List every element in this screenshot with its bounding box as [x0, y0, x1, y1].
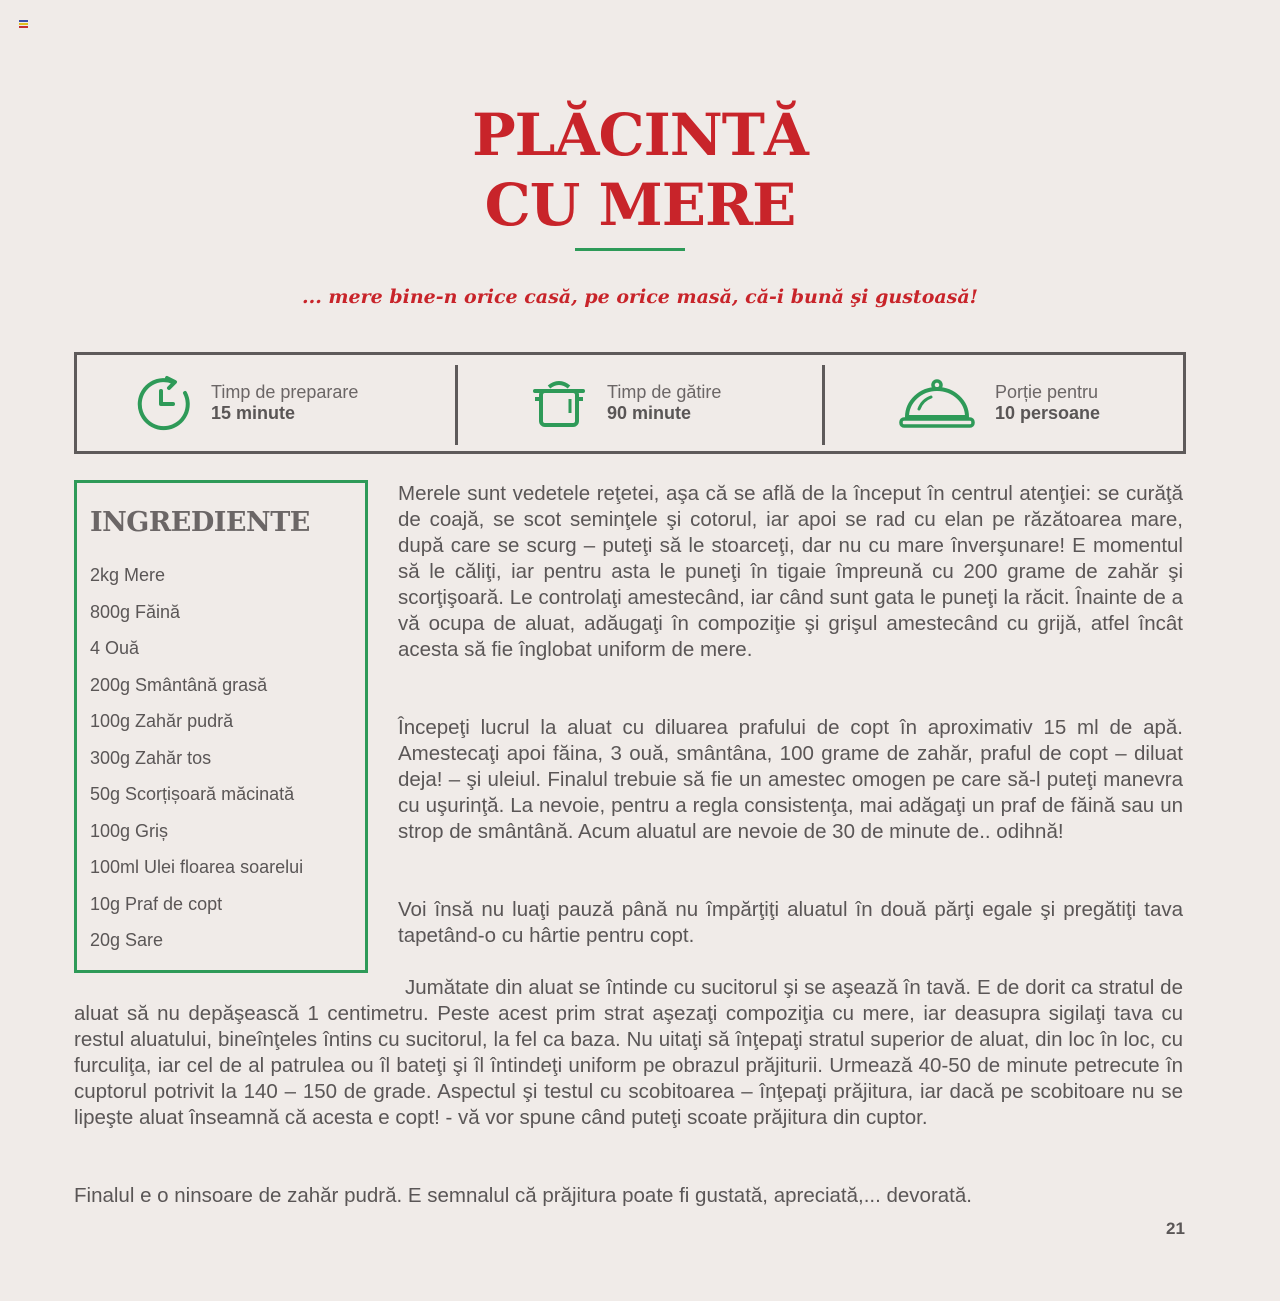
- info-cook-time: [529, 355, 721, 451]
- title-line-2: CU MERE: [484, 171, 796, 239]
- paragraph-pan: Voi însă nu luaţi pauză până nu împărţiţi aluatul în două părţi egale şi pregătiţi tava tapetând-o cu hârtie pentru copt.: [398, 898, 1183, 947]
- info-divider: [822, 365, 825, 445]
- ingredient-item: 50g Scorțișoară măcinată: [90, 784, 295, 804]
- ingredient-item: 100ml Ulei floarea soarelui: [90, 857, 304, 877]
- ingredient-item: 800g Făină: [90, 601, 181, 622]
- paragraph-baking: Jumătate din aluat se întinde cu sucitorul şi se aşează în tavă. E de dorit ca stratul de aluat să nu depăşească 1 centimetru. Peste acest prim strat aşezaţi compoziţia cu mere, iar deasupra sigilaţi tava cu restul aluatului, bineînţeles întins cu sucitorul, la fel ca baza. Nu uitaţi să înţepaţi stratul superior de aluat, din loc în loc, cu furculiţa, iar cel de al patrulea ou îl bateţi şi îl întindeţi uniform pe obrazul prăjiturii. Urmează 40-50 de minute petrecute în cuptorul potrivit la 140 – 150 de grade. Aspectul şi testul cu scobitoarea – înţepaţi prăjitura, iar dacă pe scobitoare nu se lipeşte aluat înseamnă că acesta e copt! - vă vor spune când puteţi scoate prăjitura din cuptor.: [74, 976, 1183, 1129]
- info-servings: [897, 355, 1100, 451]
- page-number: 21: [1166, 1219, 1185, 1238]
- ingredient-item: 300g Zahăr tos: [90, 747, 212, 768]
- ingredient-item: 20g Sare: [90, 930, 164, 950]
- paragraph-dough: Începeţi lucrul la aluat cu diluarea prafului de copt în aproximativ 15 ml de apă. Amestecaţi apoi făina, 3 ouă, smântâna, 100 grame de zahăr, praful de copt – diluat deja! – şi uleiul. Finalul trebuie să fie un amestec omogen pe care să-l puteţi manevra cu uşurinţă. La nevoie, pentru a regla consistenţa, mai adăgaţi un praf de făină sau un strop de smântână. Acum aluatul are nevoie de 30 de minute de.. odihnă!: [398, 716, 1183, 843]
- tagline: ... mere bine-n orice casă, pe orice masă, că-i bună şi gustoasă!: [301, 286, 979, 308]
- ingredients-box: [74, 480, 368, 973]
- title-divider: [575, 248, 685, 251]
- paragraph-apples: Merele sunt vedetele reţetei, aşa că se află de la început în centrul atenţiei: se curăţă de coajă, se scot seminţele şi cotorul, iar apoi se rad cu elan pe răzătoarea mare, după care se scurg – puteţi să le stoarceţi, dar nu cu mare înverşunare! E momentul să le căliţi, iar pentru asta le puneţi în tigaie împreună cu 200 grame de zahăr şi scorţişoară. Le controlaţi amestecând, iar când sunt gata le puneţi la răcit. Înainte de a vă ocupa de aluat, adăugaţi în compoziţie şi grişul amestecând cu grijă, atfel încât acesta să fie înglobat uniform de mere.: [398, 482, 1183, 661]
- cloche-icon: [897, 373, 977, 433]
- ingredient-item: 100g Griș: [90, 820, 169, 841]
- info-label: Timp de gătire: [607, 382, 722, 402]
- ingredient-item: 2kg Mere: [90, 565, 166, 585]
- info-value: 10 persoane: [995, 403, 1101, 423]
- ingredient-item: 200g Smântână grasă: [90, 674, 268, 695]
- info-label: Porție pentru: [995, 382, 1099, 402]
- ingredients-list: [90, 563, 303, 965]
- pot-icon: [529, 373, 589, 433]
- ingredient-item: 4 Ouă: [90, 638, 140, 658]
- ingredients-title: INGREDIENTE: [90, 507, 310, 538]
- info-value: 15 minute: [211, 403, 296, 423]
- info-divider: [455, 365, 458, 445]
- menu-icon[interactable]: [19, 20, 28, 29]
- recipe-info-box: [74, 352, 1186, 454]
- info-value: 90 minute: [607, 403, 692, 423]
- ingredient-item: 100g Zahăr pudră: [90, 711, 234, 731]
- info-prep-time: [133, 355, 358, 451]
- ingredient-item: 10g Praf de copt: [90, 893, 223, 914]
- title-line-1: PLĂCINTĂ: [472, 101, 808, 169]
- info-label: Timp de preparare: [211, 382, 359, 402]
- clock-icon: [133, 373, 193, 433]
- recipe-title: [0, 100, 1280, 240]
- paragraph-final: Finalul e o ninsoare de zahăr pudră. E semnalul că prăjitura poate fi gustată, apreciată,... devorată.: [74, 1184, 972, 1207]
